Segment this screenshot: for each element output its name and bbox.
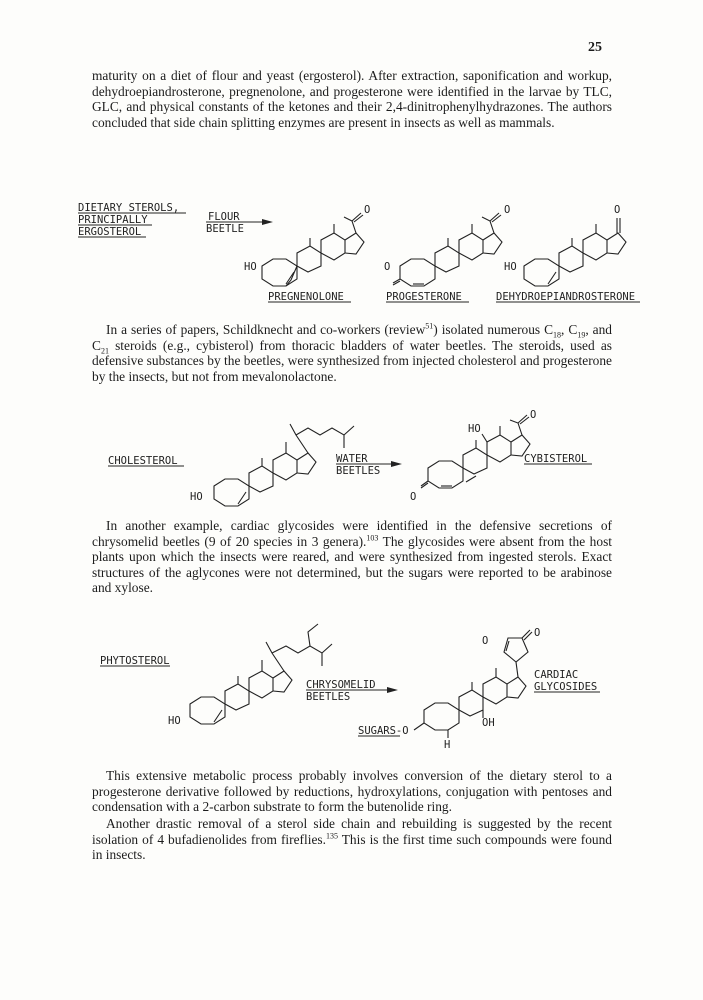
cholesterol-ho: HO	[190, 491, 203, 503]
cybisterol-o: O	[410, 491, 417, 503]
scheme2-source: CHOLESTEROL	[108, 455, 178, 467]
paragraph-5: Another drastic removal of a sterol side chain and rebuilding is suggested by the recent isolation of 4 bufadienolides from fireflies.$^{135}$ This is the first time such compounds were found in insects.	[92, 816, 612, 863]
scheme1-source-line2: PRINCIPALLY	[78, 214, 148, 226]
paragraph-3: In another example, cardiac glycosides were identified in the defensive secretions of chrysomelid beetles (9 of 20 species in 3 genera).$^{103}$ The glycosides were absent from the host plants upon which the insects were reared, and were synthesized from ingested sterols. Exact structures of the aglycones were not determined, but the sugars were reported to be arabinose and xylose.	[92, 518, 612, 596]
scheme-3	[0, 618, 703, 758]
scheme1-arrow-line2: BEETLE	[206, 223, 244, 235]
scheme3-arrow-line2: BEETLES	[306, 691, 351, 703]
scheme1-source-line3: ERGOSTEROL	[78, 226, 142, 238]
paragraph-2: In a series of papers, Schildknecht and co-workers (review$^{51}$) isolated numerous $C_{18}$, $C_{19}$, and $C_{21}$ steroids (e.g., cybisterol) from thoracic bladders of water beetles. The steroids, used as defensive substances by the beetles, were synthesized from injected cholesterol and progesterone by the insects, but not from mevalonolactone.	[92, 321, 612, 384]
scheme1-source-line1: DIETARY STEROLS,	[78, 202, 180, 214]
dhea-o: O	[614, 204, 621, 216]
scheme-2	[0, 402, 703, 512]
glycoside-o-carbonyl: O	[534, 627, 541, 639]
cybisterol-ho: HO	[468, 423, 481, 435]
progesterone-structure	[393, 213, 502, 286]
page-number: 25	[588, 40, 602, 55]
glycoside-sugars-o: SUGARS-O	[358, 725, 409, 737]
phytosterol-ho: HO	[168, 715, 181, 727]
scheme2-arrow-line2: BEETLES	[336, 465, 381, 477]
dhea-structure	[524, 218, 626, 286]
product-progesterone: PROGESTERONE	[386, 291, 462, 303]
cholesterol-structure	[214, 424, 354, 506]
scheme2-product: CYBISTEROL	[524, 453, 588, 465]
scheme2-arrow-line1: WATER	[336, 453, 368, 465]
scheme1-arrow-line1: FLOUR	[208, 211, 240, 223]
glycoside-oh: OH	[482, 717, 495, 729]
paragraph-1: maturity on a diet of flour and yeast (ergosterol). After extraction, saponification and workup, dehydroepiandrosterone, pregnenolone, and progesterone were identified in the larvae by TLC, GLC, and physical constants of the ketones and their 2,4-dinitrophenylhydrazones. The authors concluded that side chain splitting enzymes are present in insects as well as mammals.	[92, 68, 612, 130]
dhea-ho: HO	[504, 261, 517, 273]
scheme3-arrow-line1: CHRYSOMELID	[306, 679, 376, 691]
cardiac-glycoside-structure	[424, 630, 532, 738]
pregnenolone-structure	[262, 213, 364, 286]
cybisterol-o-top: O	[530, 409, 537, 421]
phytosterol-structure	[190, 624, 332, 724]
product-dhea: DEHYDROEPIANDROSTERONE	[496, 291, 636, 303]
pregnenolone-ho: HO	[244, 261, 257, 273]
progesterone-o: O	[384, 261, 391, 273]
glycoside-o-ring: O	[482, 635, 489, 647]
progesterone-o-top: O	[504, 204, 511, 216]
paragraph-4: This extensive metabolic process probably involves conversion of the dietary sterol to a progesterone derivative followed by reductions, hydroxylations, conjugation with pentoses and condensation with a 2-carbon substrate to form the butenolide ring.	[92, 768, 612, 815]
scheme3-product-line1: CARDIAC	[534, 669, 579, 681]
scheme3-source: PHYTOSTEROL	[100, 655, 170, 667]
pregnenolone-o: O	[364, 204, 371, 216]
scheme3-product-line2: GLYCOSIDES	[534, 681, 598, 693]
glycoside-h: H	[444, 739, 451, 751]
scheme-1	[0, 200, 703, 310]
product-pregnenolone: PREGNENOLONE	[268, 291, 344, 303]
